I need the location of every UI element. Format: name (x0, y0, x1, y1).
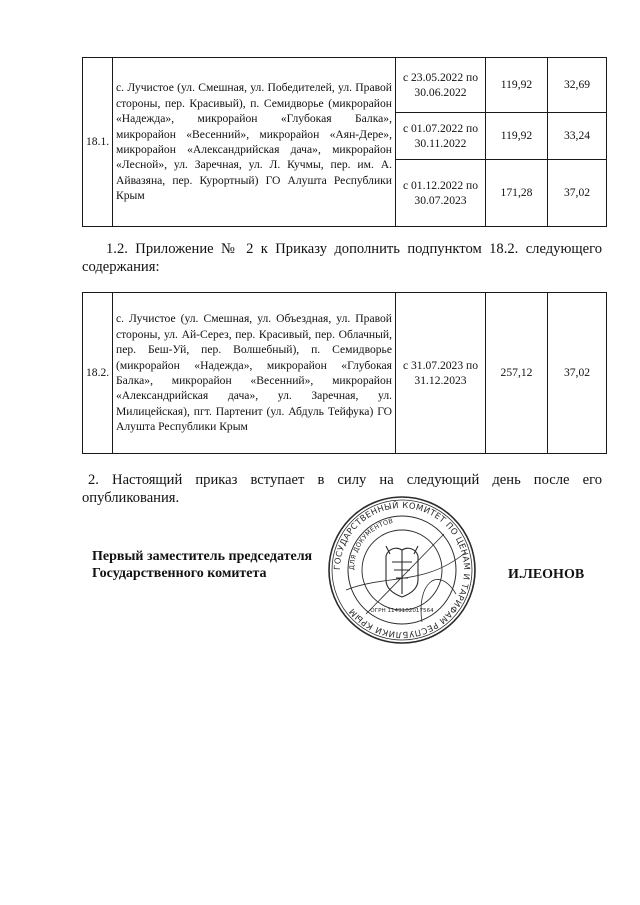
tariff-value: 33,24 (548, 113, 607, 160)
paragraph-1-2: 1.2. Приложение № 2 к Приказу дополнить подпунктом 18.2. следующего содержания: (82, 241, 602, 275)
table-row (83, 58, 607, 113)
signatory-title-line: Первый заместитель председателя (92, 549, 313, 564)
paragraph-2: 2. Настоящий приказ вступает в силу на следующий день после его опубликования. (82, 472, 602, 506)
row-number: 18.1. (83, 58, 113, 227)
seal-outer-text: ГОСУДАРСТВЕННЫЙ КОМИТЕТ ПО ЦЕНАМ И ТАРИФАМ РЕСПУБЛИКИ КРЫМ (331, 499, 473, 641)
period-cell: с 23.05.2022 по 30.06.2022 (396, 58, 486, 113)
official-seal-icon (326, 494, 478, 646)
tariff-table-18-2 (82, 292, 607, 454)
tariff-value: 37,02 (548, 293, 607, 454)
tariff-value: 171,28 (486, 160, 548, 227)
tariff-value: 257,12 (486, 293, 548, 454)
row-number: 18.2. (83, 293, 113, 454)
locality-description: с. Лучистое (ул. Смешная, ул. Объездная, ул. Правой стороны, ул. Ай-Серез, пер. Красивый, пер. Облачный, пер. Беш-Уй, пер. Волшебный), п. Семидворье (микрорайон «Надежда», микрорайон «Глубокая Балка», микрорайон «Весенний», микрорайон «Александрийская дача», ул. Заречная, ул. Милицейская), пгт. Партенит (ул. Абдуль Тейфука) ГО Алушта Республики Крым (113, 293, 396, 454)
locality-description: с. Лучистое (ул. Смешная, ул. Победителей, ул. Правой стороны, пер. Красивый), п. Семидворье (микрорайон «Надежда», микрорайон «Глубокая Балка», микрорайон «Весенний», микрорайон «Аян-Дере», микрорайон «Александрийская дача», микрорайон «Лесной», ул. Заречная, ул. Л. Кучмы, пер. им. А. Айвазяна, пер. Курортный) ГО Алушта Республики Крым (113, 58, 396, 227)
tariff-value: 119,92 (486, 113, 548, 160)
signatory-title-line: Государственного комитета (92, 566, 267, 581)
signatory-name: И.ЛЕОНОВ (508, 567, 585, 582)
period-cell: с 01.07.2022 по 30.11.2022 (396, 113, 486, 160)
tariff-value: 119,92 (486, 58, 548, 113)
period-cell: с 31.07.2023 по 31.12.2023 (396, 293, 486, 454)
period-cell: с 01.12.2022 по 30.07.2023 (396, 160, 486, 227)
table-row (83, 293, 607, 454)
tariff-table-18-1 (82, 57, 607, 227)
tariff-value: 32,69 (548, 58, 607, 113)
seal-code: ОГРН 1149102017564 (370, 608, 434, 614)
tariff-value: 37,02 (548, 160, 607, 227)
seal-inner-text: ДЛЯ ДОКУМЕНТОВ (347, 516, 394, 571)
